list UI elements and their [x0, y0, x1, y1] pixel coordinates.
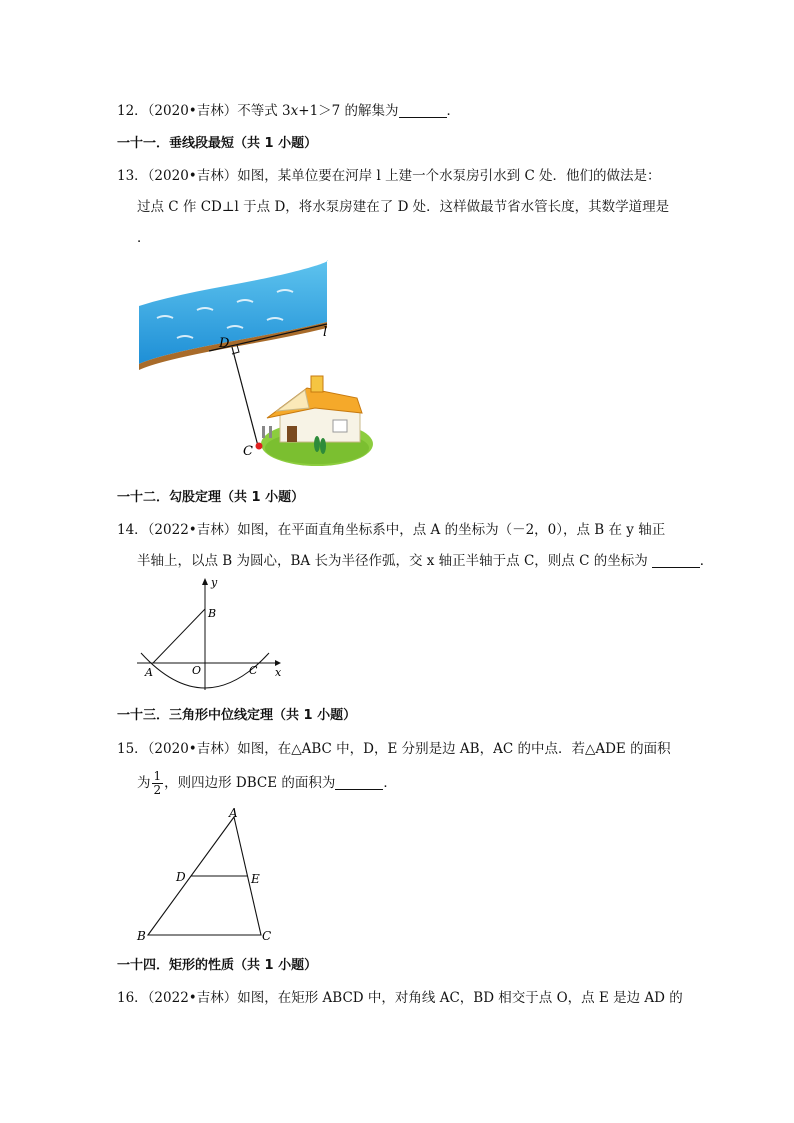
- section-heading-13: 一十三．三角形中位线定理（共 1 小题）: [117, 708, 357, 723]
- label-c: C: [249, 664, 258, 677]
- label-a: A: [145, 666, 153, 679]
- label-b: B: [137, 929, 146, 943]
- question-16-line-1: 16．（2022•吉林）如图，在矩形 ABCD 中，对角线 AC，BD 相交于点 O，点 E 是边 AD 的: [117, 990, 683, 1006]
- triangle-midline-figure: [133, 805, 283, 945]
- question-13-line-3: ．: [137, 230, 151, 246]
- answer-blank[interactable]: [399, 103, 447, 118]
- section-heading-12: 一十二．勾股定理（共 1 小题）: [117, 490, 305, 505]
- house-icon: [261, 376, 373, 466]
- label-d: D: [176, 870, 186, 884]
- label-b: B: [208, 607, 217, 620]
- point-c: [256, 443, 263, 450]
- question-12: 12．（2020•吉林）不等式 3x+1＞7 的解集为 ．: [117, 103, 461, 119]
- label-e: E: [251, 872, 260, 886]
- answer-blank[interactable]: [652, 553, 700, 568]
- fraction-one-half: $\frac{1}{2}$: [153, 769, 162, 797]
- question-13-line-2: 过点 C 作 CD⊥l 于点 D，将水泵房建在了 D 处．这样做最节省水管长度，其数学道理是: [137, 199, 670, 215]
- coordinate-arc-figure: [137, 575, 287, 695]
- section-heading-11: 一十一．垂线段最短（共 1 小题）: [117, 136, 318, 151]
- segment-cd: [232, 347, 258, 446]
- label-d: D: [219, 336, 230, 351]
- label-x: x: [275, 666, 282, 679]
- label-c: C: [262, 929, 272, 943]
- label-a: A: [229, 806, 238, 820]
- question-13-line-1: 13．（2020•吉林）如图，某单位要在河岸 l 上建一个水泵房引水到 C 处．他们的做法是：: [117, 168, 661, 184]
- question-15-line-2: 为 $\frac{1}{2}$ ，则四边形 DBCE 的面积为 ．: [137, 769, 397, 797]
- river-house-figure: [137, 258, 377, 470]
- question-15-line-1: 15．（2020•吉林）如图，在△ABC 中，D，E 分别是边 AB，AC 的中点．若△ADE 的面积: [117, 741, 671, 757]
- question-14-line-1: 14．（2022•吉林）如图，在平面直角坐标系中，点 A 的坐标为（－2，0），点 B 在 y 轴正: [117, 522, 666, 538]
- segment-ba: [153, 609, 205, 663]
- label-l: l: [323, 325, 328, 340]
- answer-blank[interactable]: [335, 775, 383, 790]
- question-14-line-2: 半轴上，以点 B 为圆心，BA 长为半径作弧，交 x 轴正半轴于点 C，则点 C 的坐标为 ．: [137, 553, 714, 569]
- label-c: C: [243, 444, 253, 459]
- label-o: O: [192, 664, 202, 677]
- section-heading-14: 一十四．矩形的性质（共 1 小题）: [117, 958, 318, 973]
- label-y: y: [211, 576, 218, 589]
